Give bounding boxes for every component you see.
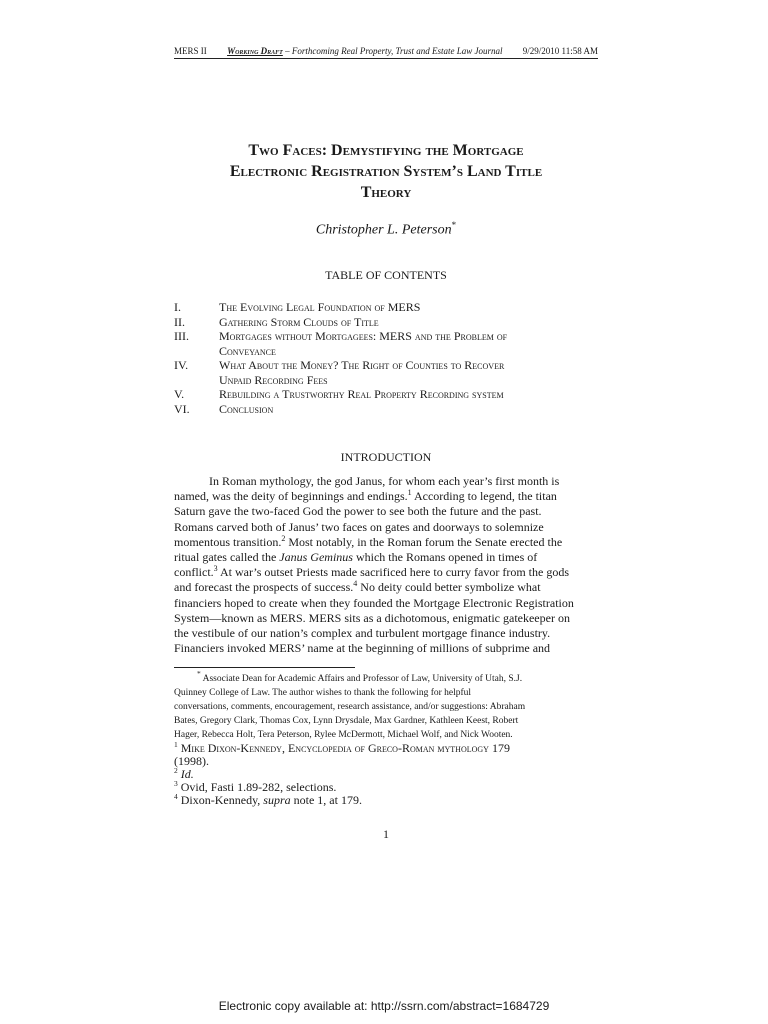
- body-line: conflict.$^3$ At war’s outset Priests made sacrificed here to curry favor from the gods: [174, 564, 569, 580]
- introduction-heading: INTRODUCTION: [340, 450, 432, 464]
- toc-heading: TABLE OF CONTENTS: [325, 268, 447, 282]
- paper-title: [174, 140, 598, 203]
- body-line: named, was the deity of beginnings and endings.$^1$ According to legend, the titan: [174, 488, 557, 504]
- body-line: In Roman mythology, the god Janus, for whom each year’s first month is: [209, 474, 560, 488]
- body-line: ritual gates called the Janus Geminus which the Romans opened in times of: [174, 550, 538, 565]
- title-line-2: Electronic Registration System’s Land Title: [229, 163, 543, 180]
- body-line: momentous transition.$^2$ Most notably, in the Roman forum the Senate erected the: [174, 533, 563, 549]
- footnote-ref: 4: [353, 579, 358, 589]
- toc-number: III.: [174, 329, 189, 343]
- toc-item-continued: [174, 373, 598, 388]
- body-line: Financiers invoked MERS’ name at the beginning of millions of subprime and: [174, 641, 551, 656]
- body-line: financiers hoped to create when they founded the Mortgage Electronic Registration: [174, 595, 574, 610]
- body-line: Romans carved both of Janus’ two faces on gates and doorways to solemnize: [174, 519, 544, 534]
- footnote-2: $^2$ Id.: [174, 766, 194, 781]
- running-header: [174, 46, 598, 56]
- page-number: 1: [383, 827, 389, 841]
- title-line-3: Theory: [360, 184, 412, 201]
- toc-title: Gathering Storm Clouds of Title: [219, 314, 379, 329]
- footnote-mark: 2: [174, 766, 178, 775]
- footnote-mark: *: [197, 669, 201, 678]
- footnotes: [174, 669, 598, 807]
- footnote-3: $^3$ Ovid, Fasti 1.89-282, selections.: [174, 779, 337, 794]
- introduction-paragraph: [174, 474, 598, 656]
- footnote-mark: 1: [174, 740, 178, 749]
- body-line: System—known as MERS. MERS sits as a dichotomous, enigmatic gatekeeper on: [174, 610, 570, 625]
- toc-item-continued: [174, 344, 598, 359]
- body-line: and forecast the prospects of success.$^4$ No deity could better symbolize what: [174, 579, 541, 595]
- header-draft-notice: [227, 46, 502, 56]
- header-timestamp: 9/29/2010 11:58 AM: [522, 46, 598, 56]
- footnote-author: * Associate Dean for Academic Affairs and Professor of Law, University of Utah, S.J. Quinney College of Law. The author wishes to thank the following for helpful conversations, comments, encouragement, research assistance, and/or suggestions: Abraham Bates, Gregory Clark, Thomas Cox, Lynn Drysdale, Max Gardner, Kathleen Keest, Robert Hager, Rebecca Holt, Tera Peterson, Rylee McDermott, Michael Wolf, and Nick Wooten.: [174, 669, 526, 740]
- header-journal: – Forthcoming Real Property, Trust and Estate Law Journal: [282, 46, 503, 56]
- footnote-1: $^1$ Mike Dixon-Kennedy, Encyclopedia of Greco-Roman mythology 179 (1998).: [174, 740, 510, 768]
- footnote-ref: 3: [213, 564, 218, 574]
- header-short-title: MERS II: [174, 46, 207, 56]
- toc-number: VI.: [174, 401, 190, 416]
- toc-item: [174, 387, 598, 402]
- body-line: Saturn gave the two-faced God the power to see both the future and the past.: [174, 504, 542, 519]
- toc-number: V.: [174, 387, 185, 401]
- footnote-separator: [174, 667, 355, 668]
- body-line: the vestibule of our nation’s complex and turbulent mortgage finance industry.: [174, 626, 551, 641]
- table-of-contents: [174, 300, 598, 416]
- footnote-mark: 3: [174, 779, 178, 788]
- toc-item: [174, 402, 598, 417]
- author-footnote-mark: *: [451, 220, 457, 230]
- footnote-mark: 4: [174, 792, 178, 801]
- toc-item: [174, 300, 598, 315]
- header-draft-label: Working Draft: [227, 46, 283, 56]
- header-rule: [174, 58, 598, 59]
- toc-title: The Evolving Legal Foundation of MERS: [219, 300, 421, 314]
- author-line: [174, 220, 598, 239]
- toc-item: [174, 315, 598, 330]
- toc-number: I.: [174, 300, 181, 314]
- toc-item: [174, 329, 598, 344]
- title-line-1: Two Faces: Demystifying the Mortgage: [248, 142, 524, 159]
- toc-number: IV.: [174, 358, 189, 372]
- toc-title: Rebuilding a Trustworthy Real Property Recording system: [219, 387, 504, 401]
- toc-title: Mortgages without Mortgagees: MERS and the Problem of: [219, 329, 508, 343]
- author-name: Christopher L. Peterson: [315, 222, 452, 238]
- ssrn-availability-link[interactable]: Electronic copy available at: http://ssrn.com/abstract=1684729: [218, 999, 550, 1013]
- janus-geminus-term: Janus Geminus: [279, 550, 353, 565]
- toc-title: Unpaid Recording Fees: [219, 372, 328, 387]
- toc-item: [174, 358, 598, 373]
- footnote-ref: 1: [407, 488, 412, 498]
- toc-title: Conveyance: [219, 343, 276, 358]
- toc-title: What About the Money? The Right of Counties to Recover: [219, 358, 505, 372]
- toc-number: II.: [174, 314, 185, 329]
- footnote-4: $^4$ Dixon-Kennedy, supra note 1, at 179.: [174, 792, 362, 807]
- footnote-ref: 2: [281, 533, 286, 543]
- toc-title: Conclusion: [219, 401, 274, 416]
